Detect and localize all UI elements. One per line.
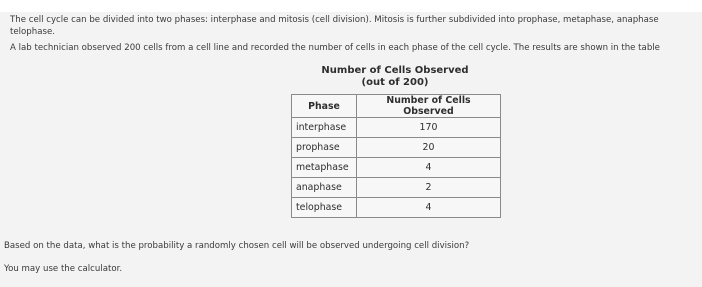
phase-cell: anaphase bbox=[292, 178, 357, 198]
table-row bbox=[292, 178, 501, 198]
column-header-count: Number of Cells Observed bbox=[357, 95, 501, 118]
phase-cell: telophase bbox=[292, 198, 357, 218]
table-row bbox=[292, 118, 501, 138]
top-band bbox=[0, 0, 702, 12]
count-cell: 4 bbox=[357, 198, 501, 218]
intro-line-2: telophase. bbox=[10, 27, 55, 37]
phase-cell: prophase bbox=[292, 138, 357, 158]
table-title-line-1: Number of Cells Observed bbox=[321, 65, 469, 76]
observation-paragraph: A lab technician observed 200 cells from a cell line and recorded the number of cells in each phase of the cell cycle. The results are shown in the table bbox=[10, 43, 660, 53]
count-cell: 170 bbox=[357, 118, 501, 138]
question-text: Based on the data, what is the probability a randomly chosen cell will be observed undergoing cell division? bbox=[4, 241, 470, 251]
phase-cell: interphase bbox=[292, 118, 357, 138]
count-cell: 20 bbox=[357, 138, 501, 158]
column-header-phase: Phase bbox=[292, 95, 357, 118]
intro-paragraph bbox=[10, 14, 700, 38]
count-cell: 4 bbox=[357, 158, 501, 178]
calculator-note: You may use the calculator. bbox=[4, 264, 123, 274]
table-row bbox=[292, 158, 501, 178]
table-title bbox=[290, 65, 500, 89]
count-cell: 2 bbox=[357, 178, 501, 198]
phase-cell: metaphase bbox=[292, 158, 357, 178]
table-title-line-2: (out of 200) bbox=[361, 77, 429, 88]
table-row bbox=[292, 138, 501, 158]
table-row bbox=[292, 198, 501, 218]
intro-line-1: The cell cycle can be divided into two phases: interphase and mitosis (cell division). Mitosis is further subdivided into prophase, metaphase, anaphase bbox=[10, 15, 659, 25]
cell-phase-table bbox=[291, 94, 501, 218]
table-header-row bbox=[292, 95, 501, 118]
